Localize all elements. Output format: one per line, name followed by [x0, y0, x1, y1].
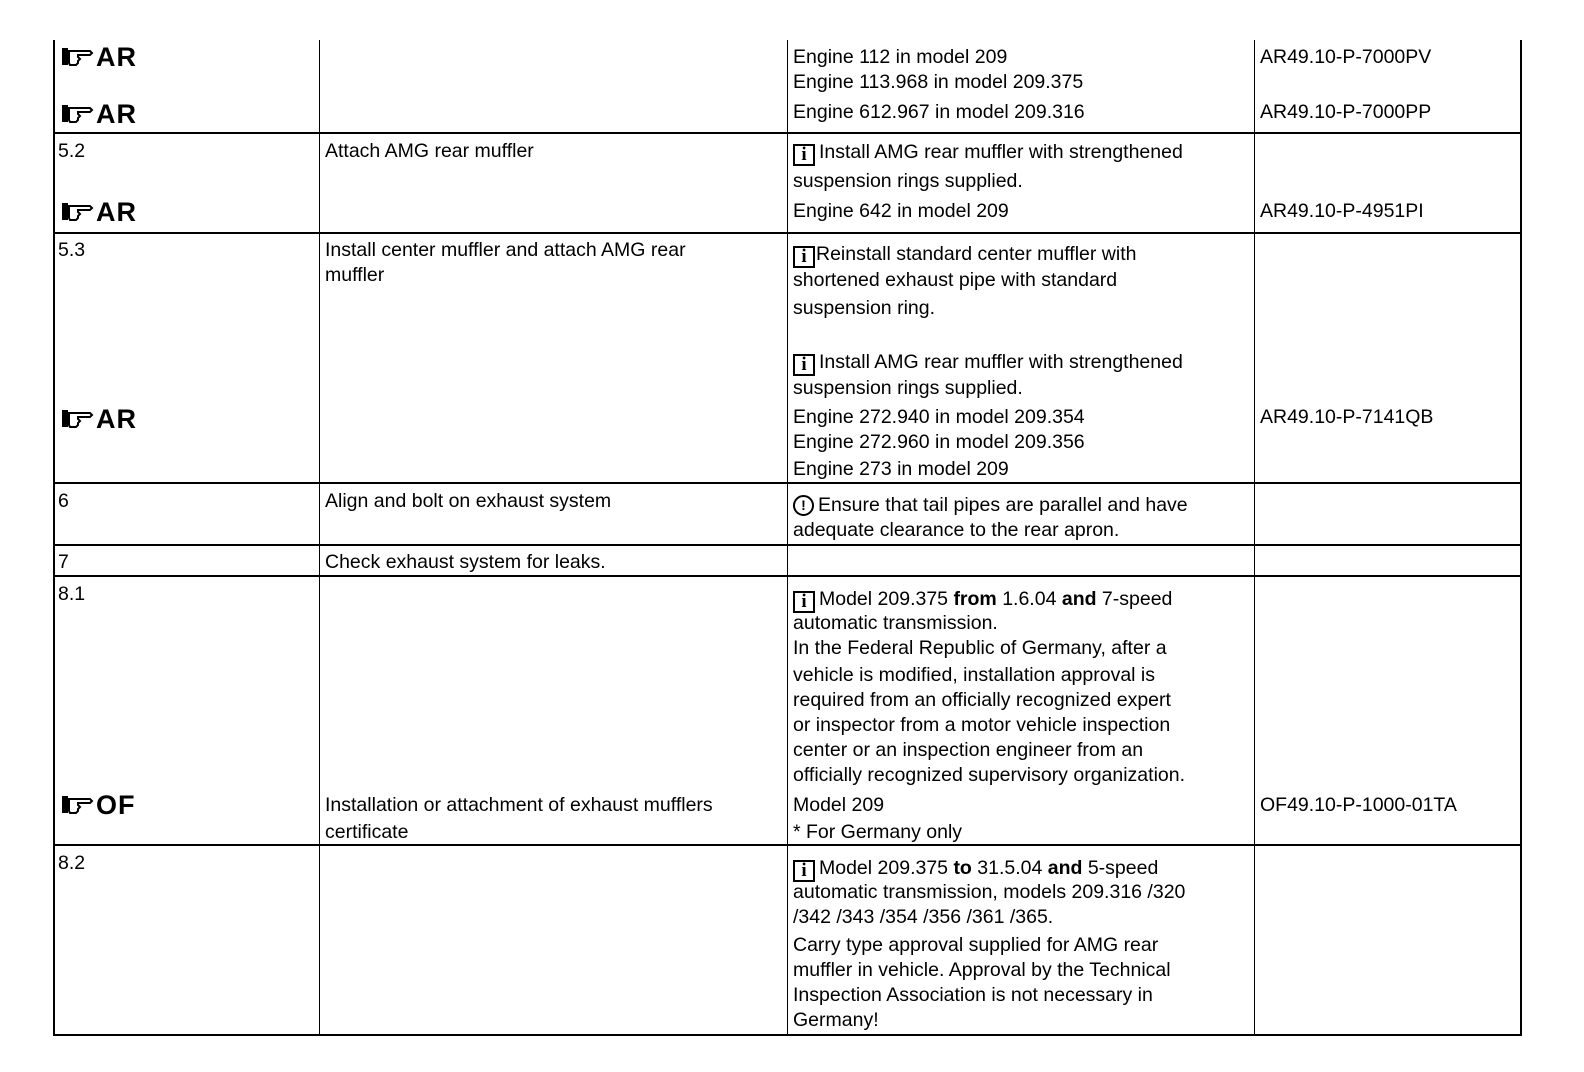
step-number: 8.2 [58, 852, 86, 874]
info-note-line: Inspection Association is not necessary in [793, 984, 1153, 1006]
info-icon: i [793, 246, 815, 268]
engine-line: Engine 273 in model 209 [793, 458, 1009, 480]
document-link[interactable]: AR49.10-P-4951PI [1260, 200, 1424, 222]
step-action-line: certificate [325, 821, 409, 843]
info-icon: i [793, 354, 815, 376]
document-link[interactable]: AR49.10-P-7141QB [1260, 406, 1434, 428]
row-divider [53, 844, 1522, 846]
pointing-hand-icon [60, 45, 94, 67]
step-action: Attach AMG rear muffler [325, 140, 534, 162]
info-note-line: automatic transmission, models 209.316 /320 [793, 881, 1186, 903]
pointing-hand-icon [60, 407, 94, 429]
step-number: 5.3 [58, 239, 86, 261]
row-divider [53, 132, 1522, 134]
table-border-bottom [53, 1034, 1522, 1036]
warning-icon: ! [793, 495, 814, 516]
info-note-line: automatic transmission. [793, 612, 998, 634]
reference-ar: AR [60, 99, 137, 129]
step-number: 5.2 [58, 140, 86, 162]
table-col-divider-2 [787, 40, 788, 1036]
info-note-line: required from an officially recognized expert [793, 689, 1171, 711]
row-divider [53, 544, 1522, 546]
document-link[interactable]: AR49.10-P-7000PP [1260, 101, 1432, 123]
engine-line: Engine 642 in model 209 [793, 200, 1009, 222]
warning-note-line: adequate clearance to the rear apron. [793, 519, 1120, 541]
table-col-divider-1 [319, 40, 320, 1036]
info-note-line: suspension rings supplied. [793, 170, 1023, 192]
info-icon: i [793, 144, 815, 166]
step-action: Install center muffler and attach AMG rear [325, 239, 686, 261]
pointing-hand-icon [60, 102, 94, 124]
info-note: i Model 209.375 to 31.5.04 and 5-speed [793, 856, 1158, 882]
pointing-hand-icon [60, 793, 94, 815]
info-icon: i [793, 860, 815, 882]
info-note-line: In the Federal Republic of Germany, after a [793, 637, 1167, 659]
reference-ar: AR [60, 197, 137, 227]
row-divider [53, 232, 1522, 234]
engine-line: Engine 113.968 in model 209.375 [793, 71, 1084, 93]
info-note: i Install AMG rear muffler with strengthened [793, 350, 1183, 376]
step-number: 6 [58, 490, 69, 512]
row-divider [53, 482, 1522, 484]
document-link[interactable]: AR49.10-P-7000PV [1260, 46, 1432, 68]
info-note: i Model 209.375 from 1.6.04 and 7-speed [793, 587, 1172, 613]
table-border-right [1520, 40, 1522, 1036]
document-link[interactable]: OF49.10-P-1000-01TA [1260, 794, 1457, 816]
row-divider [53, 575, 1522, 577]
info-note-line: Carry type approval supplied for AMG rear [793, 934, 1159, 956]
reference-ar: AR [60, 404, 137, 434]
step-action-line: muffler [325, 264, 385, 286]
info-icon: i [793, 591, 815, 613]
info-note-line: Germany! [793, 1009, 879, 1031]
model-line: Model 209 [793, 794, 885, 816]
info-note-line: suspension rings supplied. [793, 377, 1023, 399]
step-number: 7 [58, 551, 69, 573]
warning-note: ! Ensure that tail pipes are parallel and have [793, 493, 1188, 518]
info-note-line: /342 /343 /354 /356 /361 /365. [793, 906, 1054, 928]
info-note-line: shortened exhaust pipe with standard [793, 269, 1118, 291]
engine-line: Engine 272.960 in model 209.356 [793, 431, 1085, 453]
info-note: i Reinstall standard center muffler with [793, 242, 1136, 268]
reference-of: OF [60, 790, 136, 820]
info-note: i Install AMG rear muffler with strengthened [793, 140, 1183, 166]
info-note-line: officially recognized supervisory organization. [793, 764, 1186, 786]
table-col-divider-3 [1254, 40, 1255, 1036]
step-action: Check exhaust system for leaks. [325, 551, 606, 573]
pointing-hand-icon [60, 200, 94, 222]
engine-line: Engine 612.967 in model 209.316 [793, 101, 1085, 123]
info-note-line: muffler in vehicle. Approval by the Technical [793, 959, 1171, 981]
engine-line: Engine 112 in model 209 [793, 46, 1008, 68]
info-note-line: or inspector from a motor vehicle inspection [793, 714, 1171, 736]
step-action: Installation or attachment of exhaust mufflers [325, 794, 713, 816]
info-note-line: suspension ring. [793, 297, 936, 319]
info-note-line: center or an inspection engineer from an [793, 739, 1144, 761]
engine-line: Engine 272.940 in model 209.354 [793, 406, 1085, 428]
reference-ar: AR [60, 42, 137, 72]
model-line: * For Germany only [793, 821, 963, 843]
table-border-left [53, 40, 55, 1036]
info-note-line: vehicle is modified, installation approval is [793, 664, 1156, 686]
step-number: 8.1 [58, 583, 86, 605]
step-action: Align and bolt on exhaust system [325, 490, 612, 512]
